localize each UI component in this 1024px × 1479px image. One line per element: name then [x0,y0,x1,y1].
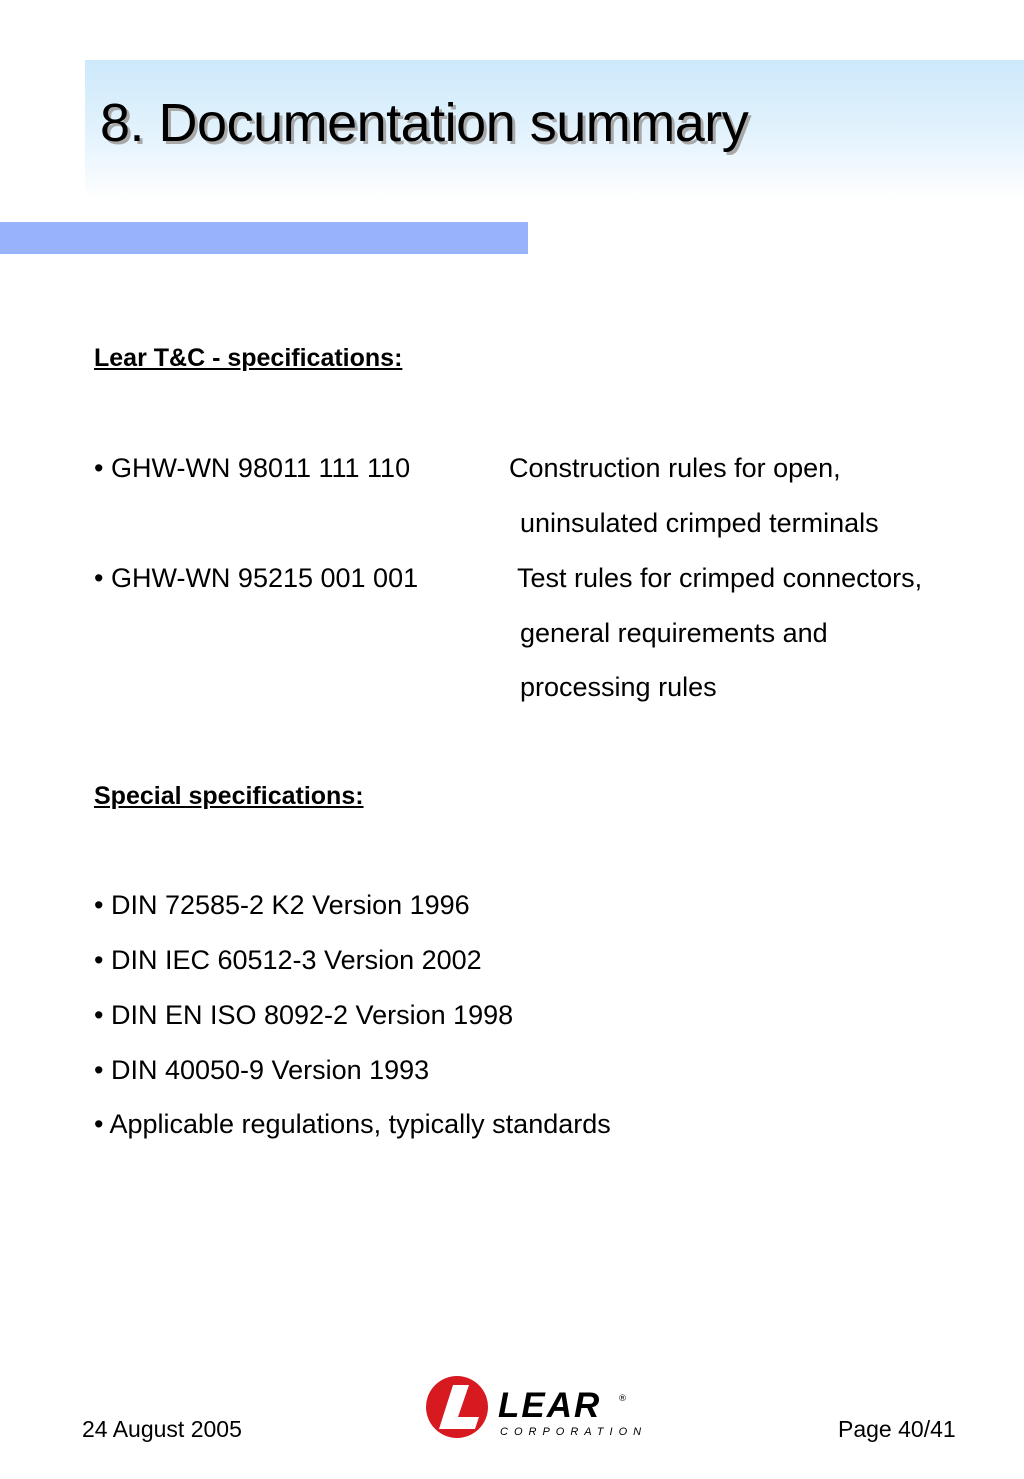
logo-registered-mark: ® [618,1394,627,1404]
spec-description-1-line-1: Construction rules for open, [509,453,841,483]
spec-description-2-line-1: Test rules for crimped connectors, [517,563,923,593]
accent-bar [0,222,528,254]
special-spec-item-3: • DIN EN ISO 8092-2 Version 1998 [94,1000,514,1030]
page-title: 8. Documentation summary [100,93,749,153]
special-spec-item-2: • DIN IEC 60512-3 Version 2002 [94,945,482,975]
spec-description-2-line-3: processing rules [520,672,717,702]
logo-brand-text: LEAR [498,1386,602,1425]
logo-tagline-text: CORPORATION [500,1426,648,1438]
lear-corporation-logo [424,1374,658,1440]
spec-description-2-line-2: general requirements and [520,618,828,648]
section-heading-lear: Lear T&C - specifications: [94,344,403,372]
footer-date: 24 August 2005 [82,1416,242,1442]
special-spec-item-5: • Applicable regulations, typically standards [94,1109,611,1139]
special-spec-item-1: • DIN 72585-2 K2 Version 1996 [94,890,470,920]
lear-l-logo-icon [426,1376,488,1438]
section-heading-special: Special specifications: [94,782,364,810]
footer-page-number: Page 40/41 [838,1416,956,1442]
spec-description-1-line-2: uninsulated crimped terminals [520,508,879,538]
spec-code-1: • GHW-WN 98011 111 110 [94,453,411,483]
spec-code-2: • GHW-WN 95215 001 001 [94,563,419,593]
special-spec-item-4: • DIN 40050-9 Version 1993 [94,1055,430,1085]
